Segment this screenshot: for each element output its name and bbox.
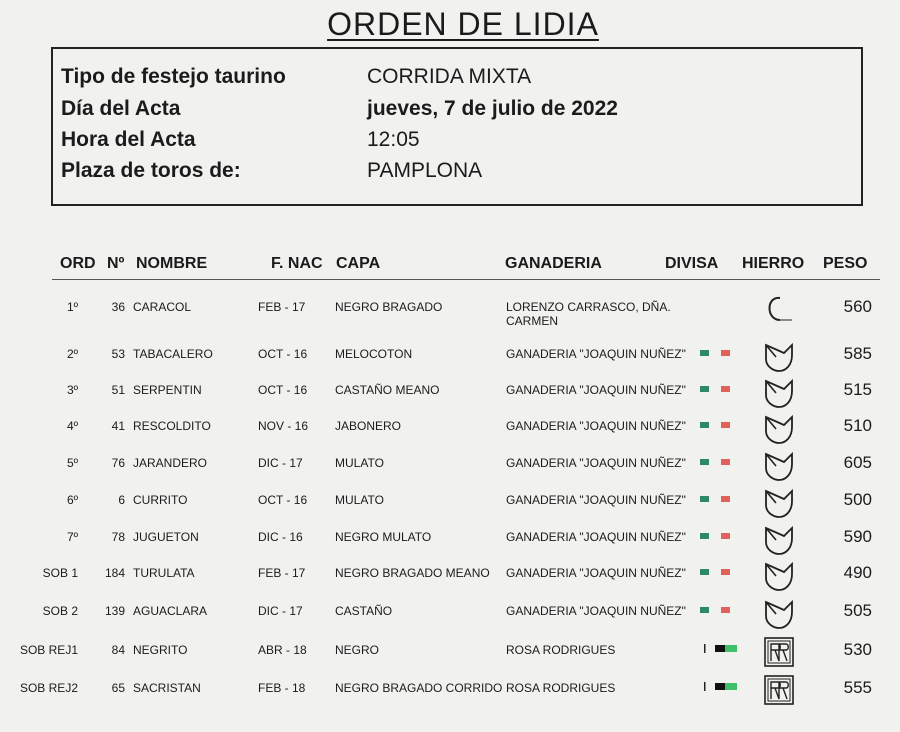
row-num: 76 — [111, 456, 125, 470]
header-fnac: F. NAC — [271, 255, 323, 272]
divisa-green-red-icon — [700, 347, 740, 359]
row-ganaderia: GANADERIA "JOAQUIN NUÑEZ" — [506, 456, 686, 470]
table-row — [0, 297, 900, 336]
row-peso: 555 — [843, 678, 872, 697]
divisa-line-icon — [700, 300, 740, 312]
hierro-shield-icon — [762, 485, 796, 519]
row-fnac: OCT - 16 — [258, 383, 308, 397]
divisa-green-red-icon — [700, 419, 740, 431]
row-num: 36 — [111, 300, 125, 314]
row-ganaderia: GANADERIA "JOAQUIN NUÑEZ" — [506, 566, 686, 580]
row-ganaderia: LORENZO CARRASCO, DÑA. CARMEN — [506, 300, 671, 328]
info-value: PAMPLONA — [367, 159, 483, 182]
row-capa: NEGRO BRAGADO CORRIDO — [335, 681, 503, 695]
row-fnac: DIC - 17 — [258, 456, 303, 470]
header-divisa: DIVISA — [665, 255, 719, 272]
row-ganaderia: GANADERIA "JOAQUIN NUÑEZ" — [506, 383, 686, 397]
row-fnac: OCT - 16 — [258, 347, 308, 361]
row-num: 139 — [104, 604, 125, 618]
row-peso: 505 — [843, 601, 872, 620]
row-nombre: TURULATA — [133, 566, 195, 580]
row-peso: 490 — [843, 563, 872, 582]
row-ord: 5º — [66, 456, 78, 470]
header-nombre: NOMBRE — [136, 255, 208, 272]
row-fnac: DIC - 16 — [258, 530, 303, 544]
hierro-shield-icon — [762, 339, 796, 373]
row-nombre: RESCOLDITO — [133, 419, 211, 433]
row-nombre: JUGUETON — [133, 530, 199, 544]
divisa-green-red-icon — [700, 493, 740, 505]
row-ganaderia: GANADERIA "JOAQUIN NUÑEZ" — [506, 347, 686, 361]
row-num: 6 — [118, 493, 125, 507]
row-peso: 500 — [843, 490, 872, 509]
row-fnac: ABR - 18 — [258, 643, 307, 657]
info-label: Hora del Acta — [61, 128, 196, 151]
hierro-shield-icon — [762, 558, 796, 592]
hierro-rr-icon — [762, 673, 796, 707]
divisa-green-red-icon — [700, 566, 740, 578]
row-fnac: OCT - 16 — [258, 493, 308, 507]
row-num: 78 — [111, 530, 125, 544]
event-info-box — [51, 47, 863, 206]
row-num: 84 — [111, 643, 125, 657]
row-fnac: FEB - 17 — [258, 566, 306, 580]
row-capa: NEGRO BRAGADO — [335, 300, 443, 314]
row-peso: 510 — [843, 416, 872, 435]
row-capa: CASTAÑO — [335, 604, 393, 618]
row-ord: SOB 2 — [42, 604, 78, 618]
row-nombre: NEGRITO — [133, 643, 188, 657]
row-ord: SOB REJ1 — [19, 643, 78, 657]
page-title: ORDEN DE LIDIA — [327, 6, 599, 42]
row-fnac: FEB - 18 — [258, 681, 306, 695]
header-capa: CAPA — [336, 255, 381, 272]
row-fnac: DIC - 17 — [258, 604, 303, 618]
row-peso: 530 — [843, 640, 872, 659]
row-fnac: NOV - 16 — [258, 419, 309, 433]
hierro-shield-icon — [762, 448, 796, 482]
row-ord: 2º — [66, 347, 78, 361]
row-ord: 6º — [66, 493, 78, 507]
row-capa: CASTAÑO MEANO — [335, 383, 440, 397]
row-capa: NEGRO BRAGADO MEANO — [335, 566, 490, 580]
row-capa: NEGRO MULATO — [335, 530, 432, 544]
header-num: Nº — [107, 255, 125, 272]
info-label: Plaza de toros de: — [61, 159, 241, 182]
row-nombre: SACRISTAN — [133, 681, 201, 695]
hierro-shield-icon — [762, 411, 796, 445]
row-ganaderia: GANADERIA "JOAQUIN NUÑEZ" — [506, 530, 686, 544]
header-divider — [52, 279, 880, 280]
header-hierro: HIERRO — [742, 255, 805, 272]
divisa-green-red-icon — [700, 456, 740, 468]
row-capa: MELOCOTON — [335, 347, 413, 361]
divisa-black-green-icon — [700, 643, 740, 655]
row-ord: SOB REJ2 — [19, 681, 78, 695]
row-capa: MULATO — [335, 493, 384, 507]
row-ord: 7º — [66, 530, 78, 544]
row-nombre: CURRITO — [133, 493, 188, 507]
row-ord: 3º — [66, 383, 78, 397]
row-num: 51 — [111, 383, 125, 397]
row-num: 65 — [111, 681, 125, 695]
info-label: Tipo de festejo taurino — [61, 65, 286, 88]
row-capa: JABONERO — [335, 419, 402, 433]
row-capa: NEGRO — [335, 643, 380, 657]
table-row — [0, 678, 900, 717]
info-value: CORRIDA MIXTA — [367, 65, 532, 88]
row-num: 41 — [111, 419, 125, 433]
info-label: Día del Acta — [61, 97, 181, 120]
row-fnac: FEB - 17 — [258, 300, 306, 314]
row-ganaderia: GANADERIA "JOAQUIN NUÑEZ" — [506, 493, 686, 507]
row-capa: MULATO — [335, 456, 384, 470]
row-num: 53 — [111, 347, 125, 361]
hierro-rr-icon — [762, 635, 796, 669]
row-peso: 585 — [843, 344, 872, 363]
hierro-c-icon — [762, 292, 796, 326]
header-ord: ORD — [60, 255, 96, 272]
hierro-shield-icon — [762, 596, 796, 630]
divisa-black-green-icon — [700, 681, 740, 693]
row-ganaderia: ROSA RODRIGUES — [506, 643, 616, 657]
row-ganaderia: GANADERIA "JOAQUIN NUÑEZ" — [506, 604, 686, 618]
divisa-green-red-icon — [700, 604, 740, 616]
info-value: 12:05 — [367, 128, 420, 151]
row-ord: 4º — [66, 419, 78, 433]
hierro-shield-icon — [762, 375, 796, 409]
divisa-green-red-icon — [700, 530, 740, 542]
hierro-shield-icon — [762, 522, 796, 556]
row-nombre: CARACOL — [133, 300, 192, 314]
header-ganaderia: GANADERIA — [505, 255, 602, 272]
row-peso: 560 — [843, 297, 872, 316]
row-ganaderia: ROSA RODRIGUES — [506, 681, 616, 695]
row-peso: 605 — [843, 453, 872, 472]
header-peso: PESO — [823, 255, 868, 272]
row-peso: 590 — [843, 527, 872, 546]
row-nombre: SERPENTIN — [133, 383, 202, 397]
row-nombre: AGUACLARA — [133, 604, 208, 618]
divisa-green-red-icon — [700, 383, 740, 395]
row-ord: SOB 1 — [42, 566, 78, 580]
row-peso: 515 — [843, 380, 872, 399]
row-nombre: TABACALERO — [133, 347, 213, 361]
info-value: jueves, 7 de julio de 2022 — [367, 97, 618, 120]
row-ord: 1º — [66, 300, 78, 314]
row-ganaderia: GANADERIA "JOAQUIN NUÑEZ" — [506, 419, 686, 433]
row-nombre: JARANDERO — [133, 456, 208, 470]
row-num: 184 — [104, 566, 125, 580]
